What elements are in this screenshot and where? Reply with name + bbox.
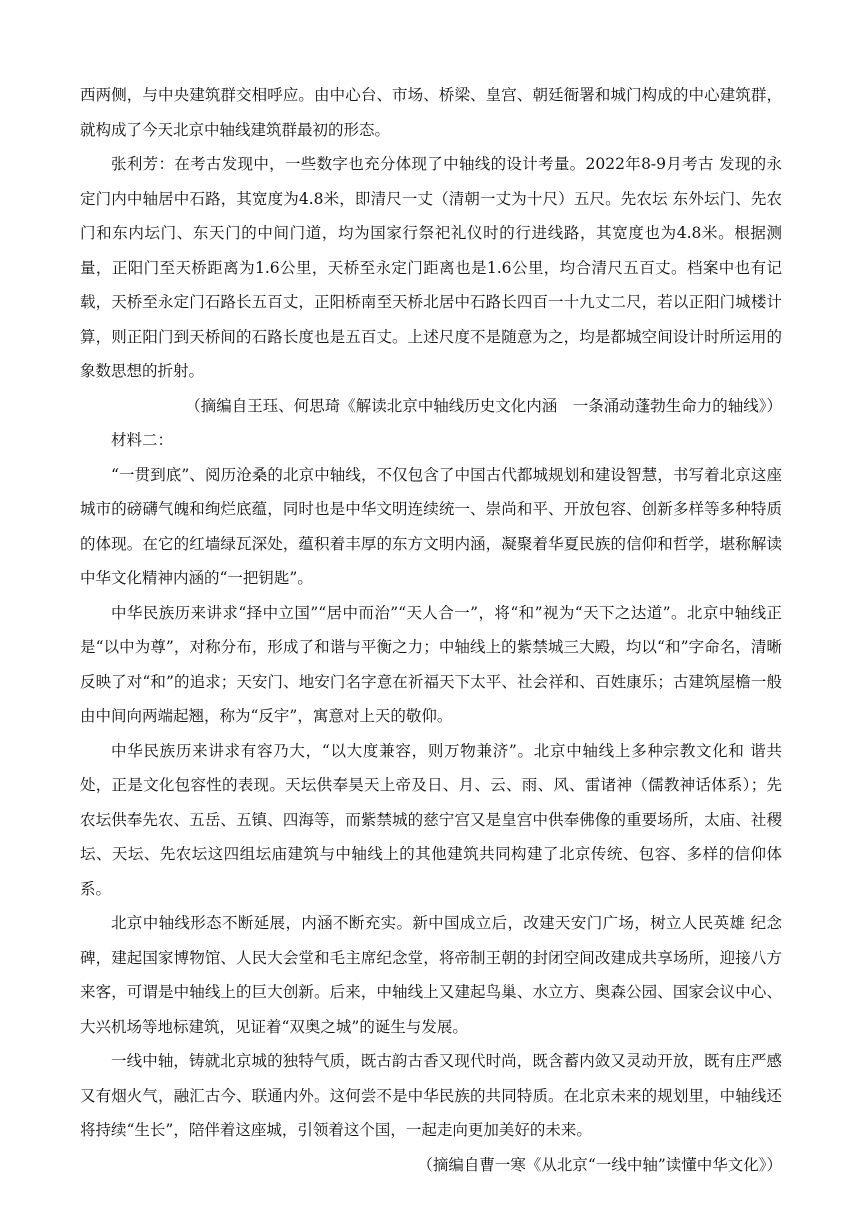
- paragraph-zhang-lifang: 张利芳：在考古发现中，一些数字也充分体现了中轴线的设计考量。2022年8-9月考古 发现的永定门内中轴居中石路，其宽度为4.8米，即清尺一丈（清朝一丈为十尺）五尺。先农坛 东外坛门、先农门和东内坛门、东天门的中间门道，均为国家行祭祀礼仪时的行进线路，其宽度也为4.8米。根据测量，正阳门至天桥距离为1.6公里，天桥至永定门距离也是1.6公里，均合清尺五百丈。档案中也有记载，天桥至永定门石路长五百丈，正阳桥南至天桥北居中石路长四百一十九丈二尺，若以正阳门城楼计算，则正阳门到天桥间的石路长度也是五百丈。上述尺度不是随意为之，均是都城空间设计时所运用的象数思想的折射。: [80, 155, 782, 380]
- paragraph-conclusion: 一线中轴，铸就北京城的独特气质，既古韵古香又现代时尚，既含蓄内敛又灵动开放，既有庄严感又有烟火气，融汇古今、联通内外。这何尝不是中华民族的共同特质。在北京未来的规划里，中轴线还将持续“生长”，陪伴着这座城，引领着这个国，一起走向更加美好的未来。: [80, 1052, 782, 1139]
- paragraph-inclusiveness: 中华民族历来讲求有容乃大，“以大度兼容，则万物兼济”。北京中轴线上多种宗教文化和 谐共处，正是文化包容性的表现。天坛供奉昊天上帝及日、月、云、雨、风、雷诸神（儒教神话体系）；先农坛供奉先农、五岳、五镇、四海等，而紫禁城的慈宁宫又是皇宫中供奉佛像的重要场所，太庙、社稷坛、天坛、先农坛这四组坛庙建筑与中轴线上的其他建筑共同构建了北京传统、包容、多样的信仰体系。: [80, 741, 782, 898]
- source-citation-2: （摘编自曹一寒《从北京“一线中轴”读懂中华文化》）: [417, 1155, 782, 1174]
- section-heading-material-2: 材料二：: [111, 431, 174, 449]
- paragraph-innovation: 北京中轴线形态不断延展，内涵不断充实。新中国成立后，改建天安门广场，树立人民英雄 纪念碑，建起国家博物馆、人民大会堂和毛主席纪念堂，将帝制王朝的封闭空间改建成共享场所，迎接八方来客，可谓是中轴线上的巨大创新。后来，中轴线上又建起鸟巢、水立方、奥森公园、国家会议中心、大兴机场等地标建筑，见证着“双奥之城”的诞生与发展。: [80, 914, 782, 1036]
- paragraph-continuation: 西两侧，与中央建筑群交相呼应。由中心台、市场、桥梁、皇宫、朝廷衙署和城门构成的中心建筑群，就构成了今天北京中轴线建筑群最初的形态。: [80, 86, 782, 139]
- paragraph-material-2-intro: “一贯到底”、阅历沧桑的北京中轴线，不仅包含了中国古代都城规划和建设智慧，书写着北京这座城市的磅礴气魄和绚烂底蕴，同时也是中华文明连续统一、崇尚和平、开放包容、创新多样等多种特质的体现。在它的红墙绿瓦深处，蕴积着丰厚的东方文明内涵，凝聚着华夏民族的信仰和哲学，堪称解读中华文化精神内涵的“一把钥匙”。: [80, 465, 782, 587]
- document-page: [80, 78, 782, 1182]
- paragraph-harmony: 中华民族历来讲求“择中立国”“居中而治”“天人合一”，将“和”视为“天下之达道”。北京中轴线正是“以中为尊”，对称分布，形成了和谐与平衡之力；中轴线上的紫禁城三大殿，均以“和”字命名，清晰反映了对“和”的追求；天安门、地安门名字意在祈福天下太平、社会祥和、百姓康乐；古建筑屋檐一般由中间向两端起翘，称为“反宇”，寓意对上天的敬仰。: [80, 603, 782, 725]
- source-citation-1: （摘编自王珏、何思琦《解读北京中轴线历史文化内涵 一条涌动蓬勃生命力的轴线》）: [185, 396, 782, 415]
